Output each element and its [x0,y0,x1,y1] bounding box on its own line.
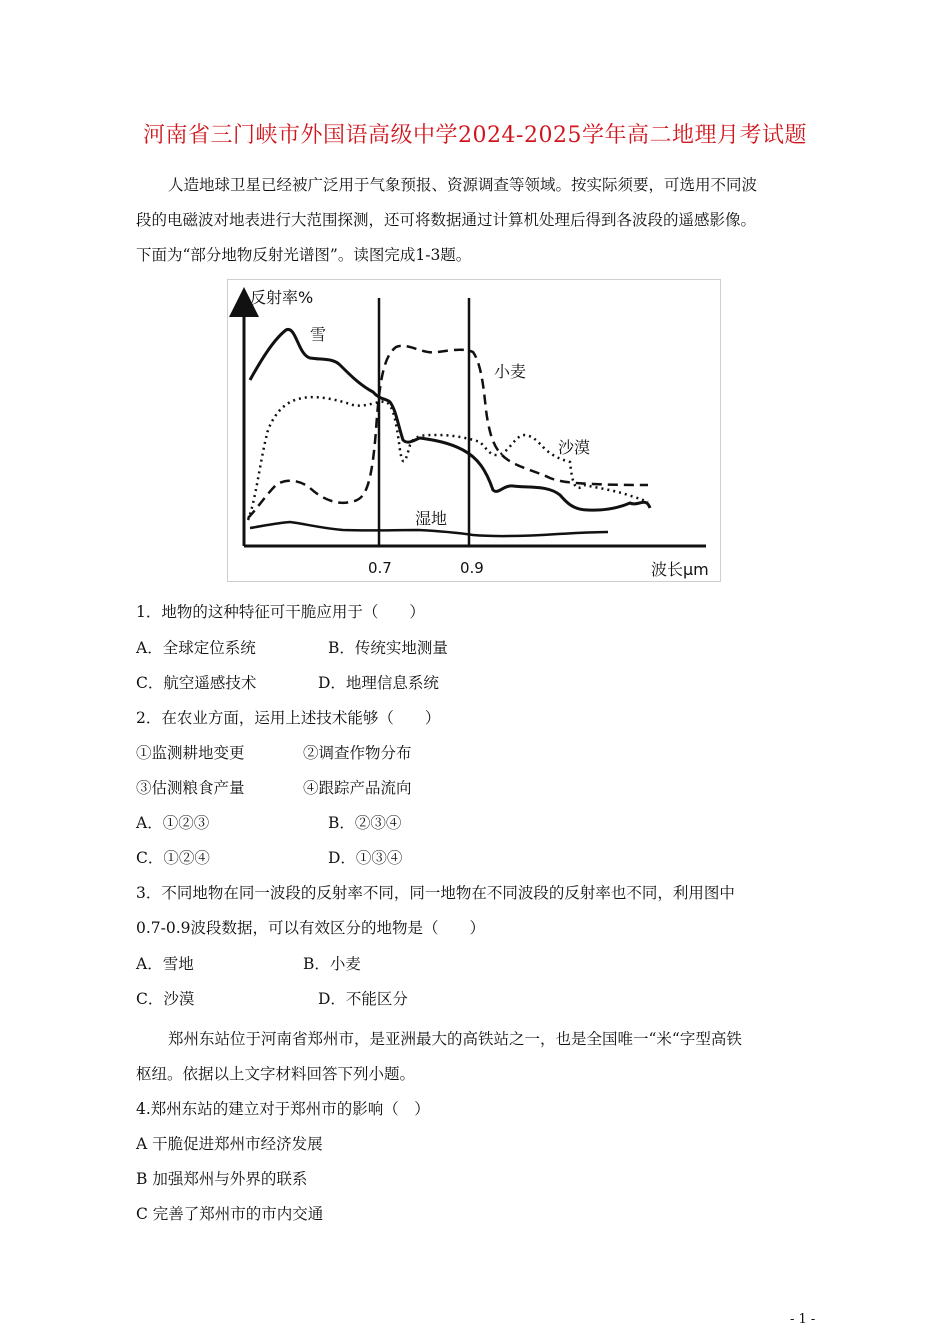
q3-option-c: C．沙漠 [136,990,195,1008]
q3-stem-line-2: 0.7-0.9波段数据，可以有效区分的地物是（ ） [136,919,486,937]
series-label-desert: 沙漠 [558,438,591,457]
q2-item-3: ③估测粮食产量 [136,779,245,797]
q3-stem-line-1: 3．不同地物在同一波段的反射率不同，同一地物在不同波段的反射率也不同，利用图中 [136,884,735,902]
q1-option-d: D．地理信息系统 [318,674,439,692]
q2-item-2: ②调查作物分布 [303,744,412,762]
intro2-line-1: 郑州东站位于河南省郑州市，是亚洲最大的高铁站之一，也是全国唯一“米“字型高铁 [168,1030,742,1048]
x-tick-0.9: 0.9 [460,559,484,577]
series-desert-line [248,397,648,520]
series-label-wheat: 小麦 [494,362,527,381]
q1-stem: 1．地物的这种特征可干脆应用于（ ） [136,603,425,621]
intro2-line-2: 枢纽。依据以上文字材料回答下列小题。 [136,1065,416,1083]
q4-option-a: A 干脆促进郑州市经济发展 [136,1135,323,1153]
page-title: 河南省三门峡市外国语高级中学2024-2025学年高二地理月考试题 [143,123,807,148]
q2-option-a: A．①②③ [136,814,210,832]
q2-item-4: ④跟踪产品流向 [303,779,412,797]
q1-option-a: A．全球定位系统 [136,639,256,657]
q3-option-d: D．不能区分 [318,990,408,1008]
series-wheat-line [248,346,648,518]
series-label-wetland: 湿地 [415,509,448,528]
q1-option-b: B．传统实地测量 [328,639,448,657]
q2-stem: 2．在农业方面，运用上述技术能够（ ） [136,709,441,727]
series-snow-line [250,329,650,510]
q2-option-b: B．②③④ [328,814,402,832]
q2-option-c: C．①②④ [136,849,210,867]
intro-line-1: 人造地球卫星已经被广泛用于气象预报、资源调查等领域。按实际须要，可选用不同波 [168,176,758,194]
q4-option-b: B 加强郑州与外界的联系 [136,1170,308,1188]
y-axis-label: 反射率% [250,288,314,307]
page-number: - 1 - [790,1312,816,1327]
reflectance-chart [228,280,722,583]
intro-line-2: 段的电磁波对地表进行大范围探测，还可将数据通过计算机处理后得到各波段的遥感影像。 [136,211,757,229]
q3-option-b: B．小麦 [303,955,361,973]
reflectance-spectrum-figure [227,279,721,582]
q2-option-d: D．①③④ [328,849,403,867]
x-tick-0.7: 0.7 [368,559,392,577]
intro-line-3: 下面为“部分地物反射光谱图”。读图完成1-3题。 [136,246,472,264]
q2-item-1: ①监测耕地变更 [136,744,245,762]
x-axis-label: 波长μm [651,560,709,579]
q3-option-a: A．雪地 [136,955,194,973]
series-label-snow: 雪 [310,325,327,344]
q4-stem: 4.郑州东站的建立对于郑州市的影响（ ） [136,1100,430,1118]
q4-option-c: C 完善了郑州市的市内交通 [136,1205,324,1223]
q1-option-c: C．航空遥感技术 [136,674,257,692]
